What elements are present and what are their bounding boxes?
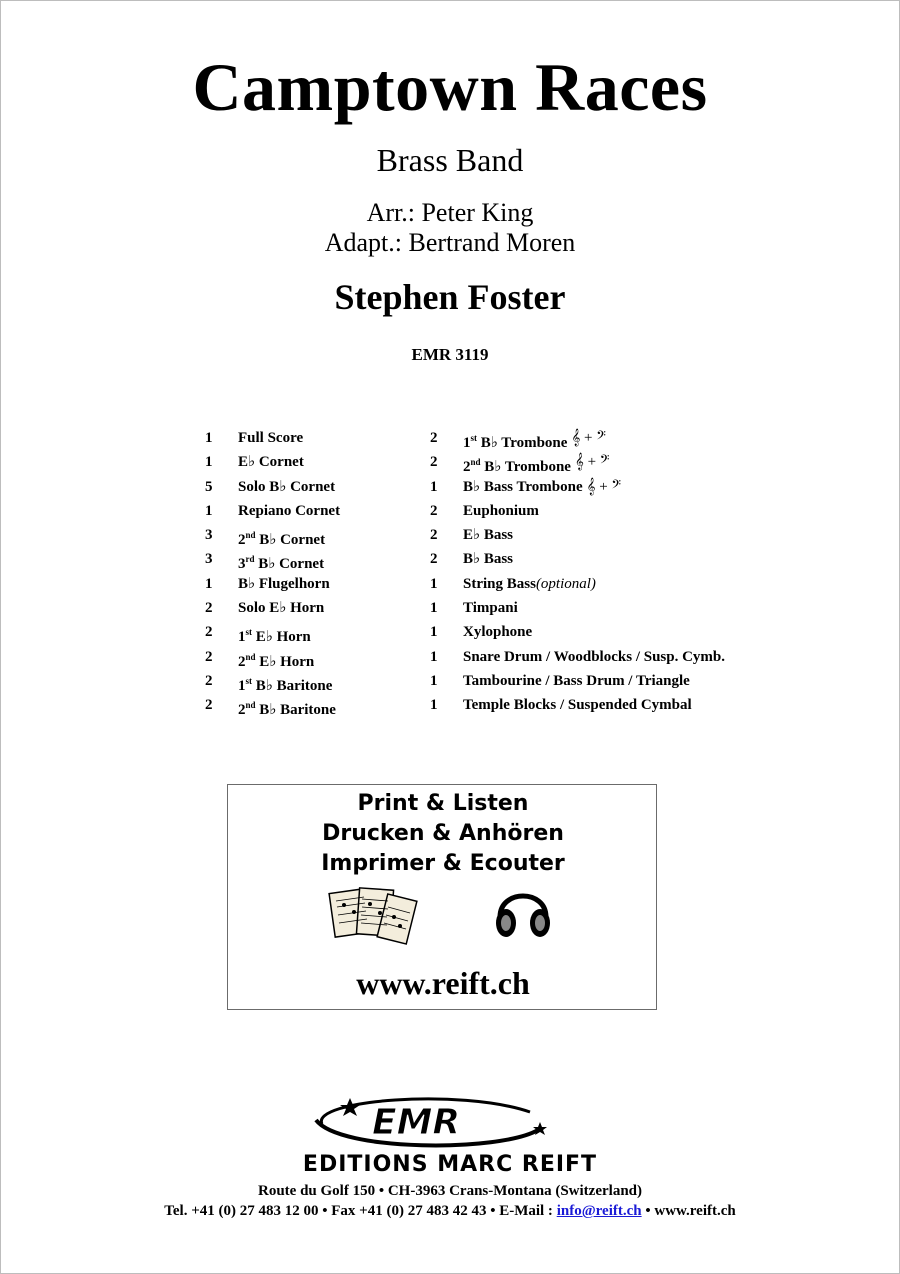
headphones-icon	[492, 881, 554, 941]
part-row	[430, 572, 725, 596]
publisher-contact	[0, 1203, 900, 1220]
part-name: B♭ Bass	[463, 551, 514, 568]
part-name: Timpani	[463, 600, 518, 617]
logo-text: EMR	[372, 1102, 461, 1143]
part-row	[430, 450, 725, 474]
part-row	[430, 523, 725, 547]
part-quantity: 2	[430, 551, 438, 568]
part-name: B♭ Bass Trombone	[463, 478, 583, 495]
part-quantity: 2	[205, 600, 213, 617]
part-quantity: 2	[205, 672, 213, 689]
part-name: B♭ Flugelhorn	[238, 575, 330, 592]
part-name: 1st E♭ Horn	[238, 627, 311, 646]
composer-name: Stephen Foster	[334, 277, 566, 317]
part-row	[205, 572, 340, 596]
catalog-number: EMR 3119	[411, 345, 489, 364]
clef-icon: 𝄞 + 𝄢	[586, 478, 622, 495]
part-row	[205, 499, 340, 523]
part-quantity: 5	[205, 478, 213, 495]
part-row	[205, 523, 340, 547]
part-name: 2nd B♭ Cornet	[238, 530, 326, 549]
part-row	[430, 645, 725, 669]
email-link[interactable]: info@reift.ch	[556, 1203, 642, 1219]
part-quantity: 2	[430, 502, 438, 519]
part-quantity: 2	[430, 454, 438, 471]
promo-website[interactable]: www.reift.ch	[356, 965, 530, 1001]
part-name: 2nd B♭ Baritone	[238, 700, 336, 719]
part-row	[205, 547, 340, 571]
part-row	[430, 693, 725, 717]
contact-website[interactable]: • www.reift.ch	[641, 1203, 736, 1219]
promo-line-english: Print & Listen	[357, 791, 529, 816]
promo-line-german: Drucken & Anhören	[322, 821, 564, 846]
part-name: 2nd B♭ Trombone	[463, 457, 571, 476]
part-name: Full Score	[238, 430, 304, 446]
emr-logo	[300, 1090, 560, 1150]
part-row	[430, 499, 725, 523]
part-name: Tambourine / Bass Drum / Triangle	[463, 672, 690, 689]
contact-phone-fax: Tel. +41 (0) 27 483 12 00 • Fax +41 (0) 27 483 42 43 • E-Mail :	[164, 1203, 557, 1219]
part-quantity: 1	[430, 478, 438, 495]
part-quantity: 1	[205, 502, 213, 519]
part-row	[430, 669, 725, 693]
part-quantity: 2	[205, 697, 213, 714]
part-row	[205, 620, 340, 644]
part-name: Repiano Cornet	[238, 502, 341, 519]
part-quantity: 1	[430, 697, 438, 714]
part-quantity: 1	[430, 575, 438, 592]
page-title: Camptown Races	[192, 49, 708, 125]
publisher-name: EDITIONS MARC REIFT	[302, 1152, 598, 1177]
part-row	[430, 475, 725, 499]
part-row	[430, 620, 725, 644]
part-row	[205, 645, 340, 669]
part-row	[205, 693, 340, 717]
part-note: (optional)	[535, 575, 596, 592]
part-row	[430, 596, 725, 620]
part-name: E♭ Bass	[463, 527, 514, 544]
part-row	[205, 475, 340, 499]
part-quantity: 3	[205, 527, 213, 544]
part-name: 1st B♭ Baritone	[238, 675, 333, 694]
part-name: E♭ Cornet	[238, 454, 304, 471]
promo-line-french: Imprimer & Ecouter	[321, 851, 565, 876]
part-quantity: 2	[205, 648, 213, 665]
part-quantity: 1	[205, 575, 213, 592]
sheet-music-icon	[328, 885, 420, 957]
part-row	[430, 426, 725, 450]
part-row	[205, 669, 340, 693]
part-row	[205, 450, 340, 474]
part-name: Temple Blocks / Suspended Cymbal	[463, 697, 692, 714]
clef-icon: 𝄞 + 𝄢	[574, 454, 610, 471]
print-listen-box[interactable]	[227, 784, 657, 1010]
part-name: 2nd E♭ Horn	[238, 651, 315, 670]
parts-list-right	[430, 426, 725, 718]
part-quantity: 2	[430, 527, 438, 544]
arranger-credit: Arr.: Peter King	[366, 198, 534, 227]
part-name: Snare Drum / Woodblocks / Susp. Cymb.	[463, 648, 726, 665]
part-quantity: 1	[205, 430, 213, 446]
part-row	[430, 547, 725, 571]
part-quantity: 1	[205, 454, 213, 471]
part-name: Solo B♭ Cornet	[238, 478, 336, 495]
adapter-credit: Adapt.: Bertrand Moren	[324, 228, 576, 257]
parts-list-left	[205, 426, 340, 718]
part-row	[205, 596, 340, 620]
clef-icon: 𝄞 + 𝄢	[571, 430, 606, 446]
part-quantity: 1	[430, 648, 438, 665]
part-name: Xylophone	[463, 624, 533, 641]
part-quantity: 3	[205, 551, 213, 568]
part-name: 3rd B♭ Cornet	[238, 554, 325, 573]
part-name: Euphonium	[463, 502, 539, 519]
part-row	[205, 426, 340, 450]
part-name: 1st B♭ Trombone	[463, 433, 568, 451]
part-quantity: 1	[430, 672, 438, 689]
part-quantity: 1	[430, 624, 438, 641]
part-quantity: 1	[430, 600, 438, 617]
part-quantity: 2	[430, 430, 438, 446]
part-quantity: 2	[205, 624, 213, 641]
ensemble-subtitle: Brass Band	[376, 142, 524, 178]
part-name: Solo E♭ Horn	[238, 600, 325, 617]
publisher-address: Route du Golf 150 • CH-3963 Crans-Montana (Switzerland)	[258, 1183, 642, 1199]
part-name: String Bass	[463, 575, 536, 592]
